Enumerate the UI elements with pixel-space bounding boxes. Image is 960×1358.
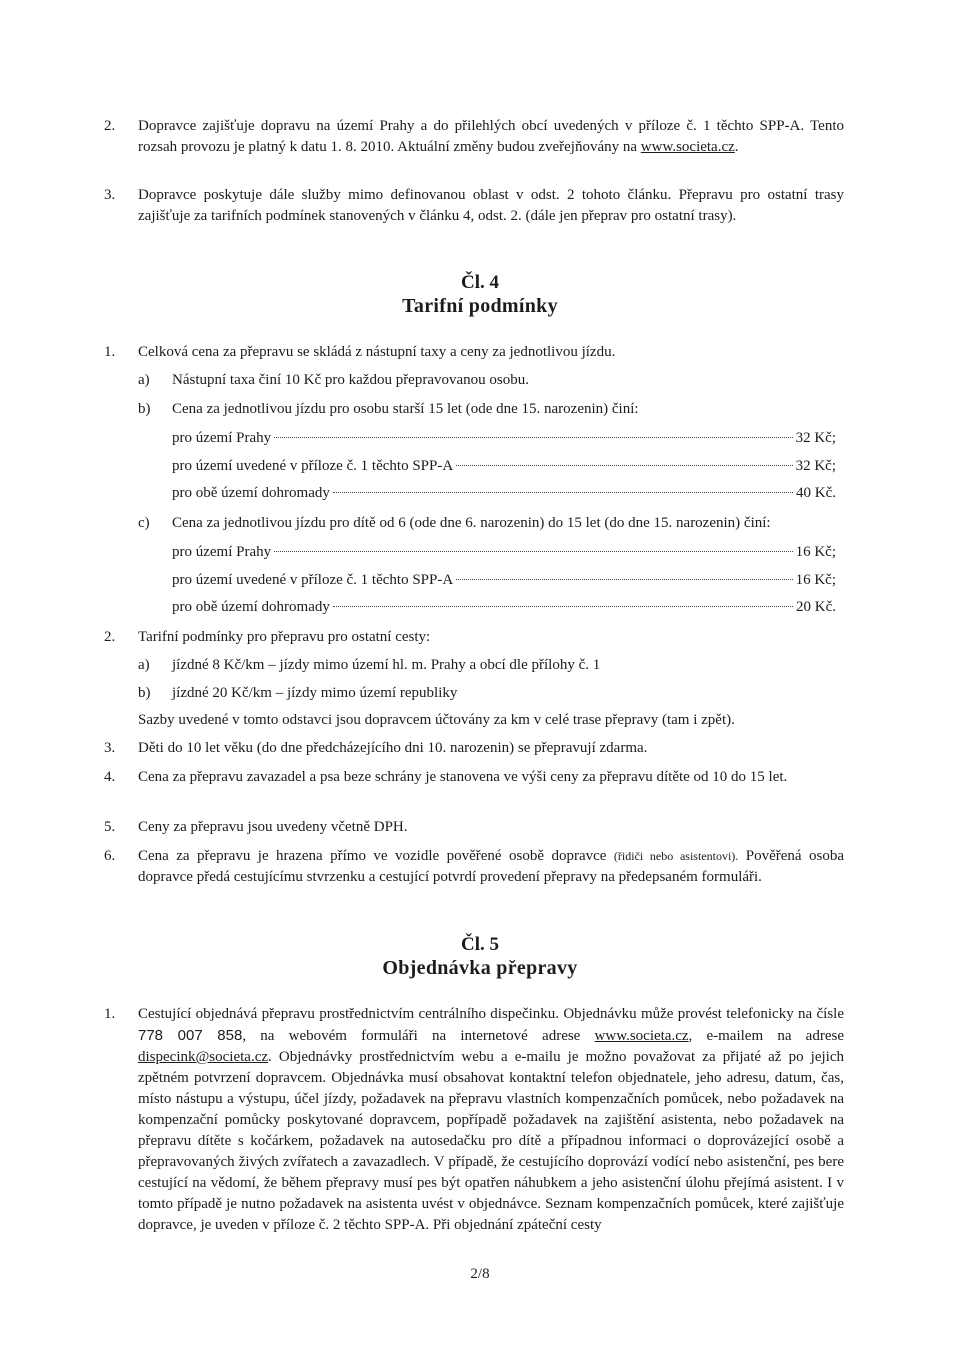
website-link[interactable]: www.societa.cz	[640, 139, 735, 155]
tariff-item-1c	[138, 513, 844, 534]
tariff-item-1	[104, 342, 844, 363]
paragraph-2	[104, 116, 844, 158]
dot-leader	[456, 465, 792, 466]
tariff-item-2b	[138, 683, 844, 704]
paragraph-number: 2.	[104, 118, 116, 134]
price-row	[172, 483, 836, 504]
tariff-item-2	[104, 627, 844, 648]
dot-leader	[456, 579, 792, 580]
sub-text: Cena za jednotlivou jízdu pro dítě od 6 (ode dne 6. narozenin) do 15 let (do dne 15. narozenin) činí:	[172, 515, 771, 531]
paragraph-text: Tarifní podmínky pro přepravu pro ostatní cesty:	[138, 629, 431, 645]
price-value: 32 Kč;	[795, 430, 836, 446]
paragraph-number: 3.	[104, 740, 116, 756]
sub-label: b)	[138, 685, 151, 701]
paragraph-number: 2.	[104, 629, 116, 645]
tariff-item-2a	[138, 655, 844, 676]
sub-label: a)	[138, 372, 150, 388]
section-title: Objednávka přepravy	[382, 957, 578, 979]
paragraph-number: 1.	[104, 1006, 116, 1022]
tariff-item-3	[104, 738, 844, 759]
order-item-1	[104, 1004, 844, 1236]
price-label: pro obě území dohromady	[172, 599, 330, 615]
price-row	[172, 428, 836, 449]
dot-leader	[274, 437, 792, 438]
tariff-item-4	[104, 767, 844, 788]
paragraph-3	[104, 185, 844, 227]
page-number: 2/8	[470, 1266, 490, 1282]
paragraph-number: 4.	[104, 769, 116, 785]
price-label: pro území uvedené v příloze č. 1 těchto SPP-A	[172, 572, 454, 588]
dot-leader	[333, 606, 793, 607]
tariff-item-1b	[138, 399, 844, 420]
paragraph-number: 6.	[104, 848, 116, 864]
sub-text: jízdné 8 Kč/km – jízdy mimo území hl. m. Prahy a obcí dle přílohy č. 1	[172, 657, 601, 673]
price-label: pro území uvedené v příloze č. 1 těchto SPP-A	[172, 458, 454, 474]
price-value: 16 Kč;	[795, 544, 836, 560]
sub-text: jízdné 20 Kč/km – jízdy mimo území republiky	[172, 685, 458, 701]
tariff-item-1a	[138, 370, 844, 391]
paragraph-text: Cena za přepravu zavazadel a psa beze schrány je stanovena ve výši ceny za přepravu dítěte od 10 do 15 let.	[138, 769, 788, 785]
price-row	[172, 570, 836, 591]
price-label: pro území Prahy	[172, 544, 272, 560]
email-link[interactable]: dispecink@societa.cz	[138, 1049, 269, 1065]
website-link[interactable]: www.societa.cz	[594, 1028, 689, 1044]
section-number: Čl. 5	[461, 934, 499, 955]
section-title: Tarifní podmínky	[402, 295, 558, 317]
paragraph-text: Ceny za přepravu jsou uvedeny včetně DPH.	[138, 819, 408, 835]
paragraph-text: Děti do 10 let věku (do dne předcházejícího dni 10. narozenin) se přepravují zdarma.	[138, 740, 648, 756]
sub-label: b)	[138, 401, 151, 417]
price-value: 40 Kč.	[796, 485, 836, 501]
sub-label: c)	[138, 515, 150, 531]
paragraph-number: 3.	[104, 187, 116, 203]
section-number: Čl. 4	[461, 272, 499, 293]
paragraph-number: 1.	[104, 344, 116, 360]
price-row	[172, 597, 836, 618]
tariff-item-6	[104, 846, 844, 888]
sub-text: Nástupní taxa činí 10 Kč pro každou přepravovanou osobu.	[172, 372, 529, 388]
paragraph-text: Cena za přepravu je hrazena přímo ve vozidle pověřené osobě dopravce (řidiči nebo asistentovi). Pověřená osoba dopravce předá cestujícímu stvrzenku a cestující potvrdí provedení přepravy na předepsaném formuláři.	[138, 848, 844, 885]
price-value: 20 Kč.	[796, 599, 836, 615]
paragraph-number: 5.	[104, 819, 116, 835]
paragraph-text: Dopravce poskytuje dále služby mimo definovanou oblast v odst. 2 tohoto článku. Přepravu pro ostatní trasy zajišťuje za tarifních podmínek stanovených v článku 4, odst. 2. (dále jen přeprav pro ostatní trasy).	[138, 187, 844, 224]
price-row	[172, 542, 836, 563]
dot-leader	[274, 551, 792, 552]
tariff-note: Sazby uvedené v tomto odstavci jsou dopravcem účtovány za km v celé trase přepravy (tam i zpět).	[138, 712, 735, 728]
dot-leader	[333, 492, 793, 493]
phone-number: 778 007 858	[138, 1027, 243, 1044]
paragraph-text: Celková cena za přepravu se skládá z nástupní taxy a ceny za jednotlivou jízdu.	[138, 344, 616, 360]
price-label: pro území Prahy	[172, 430, 272, 446]
price-value: 16 Kč;	[795, 572, 836, 588]
price-label: pro obě území dohromady	[172, 485, 330, 501]
sub-text: Cena za jednotlivou jízdu pro osobu starší 15 let (ode dne 15. narozenin) činí:	[172, 401, 639, 417]
tariff-item-5	[104, 817, 844, 838]
small-note: (řidiči nebo asistentovi).	[613, 849, 739, 863]
paragraph-text: Cestující objednává přepravu prostřednictvím centrálního dispečinku. Objednávku může provést telefonicky na čísle 778 007 858, na webovém formuláři na internetové adrese www.societa.cz, e-mailem na adrese dispecink@societa.cz. Objednávky prostřednictvím webu a e-mailu je možno považovat za přijaté až po jejich zpětném potvrzení dopravcem. Objednávka musí obsahovat kontaktní telefon objednatele, jeho adresu, datum, čas, místo nástupu a výstupu, účel jízdy, požadavek na přepravu vlastních kompenzačních pomůcek, nebo požadavek na kompenzační pomůcky poskytované dopravcem, popřípadě požadavek na zajištění asistenta, nebo požadavek na přepravu dítěte s kočárkem, požadavek na autosedačku pro dítě a případnou informaci o doprovázející osobě a přepravovaných živých zvířatech a zavazadlech. V případě, že cestujícího doprovází vodící nebo asistenční, pes bere cestující na vědomí, že během přepravy musí pes být opatřen náhubkem a jeho asistenční úlohu přejímá asistent. I v tomto případě je nutno požadavek na asistenta uvést v objednávce. Seznam kompenzačních pomůcek, které zajišťuje dopravce, je uveden v příloze č. 2 těchto SPP-A. Při objednání zpáteční cesty	[138, 1006, 844, 1233]
price-value: 32 Kč;	[795, 458, 836, 474]
price-row	[172, 456, 836, 477]
paragraph-text: Dopravce zajišťuje dopravu na území Prahy a do přilehlých obcí uvedených v příloze č. 1 těchto SPP-A. Tento rozsah provozu je platný k datu 1. 8. 2010. Aktuální změny budou zveřejňovány na www.societa.cz.	[138, 118, 844, 155]
sub-label: a)	[138, 657, 150, 673]
